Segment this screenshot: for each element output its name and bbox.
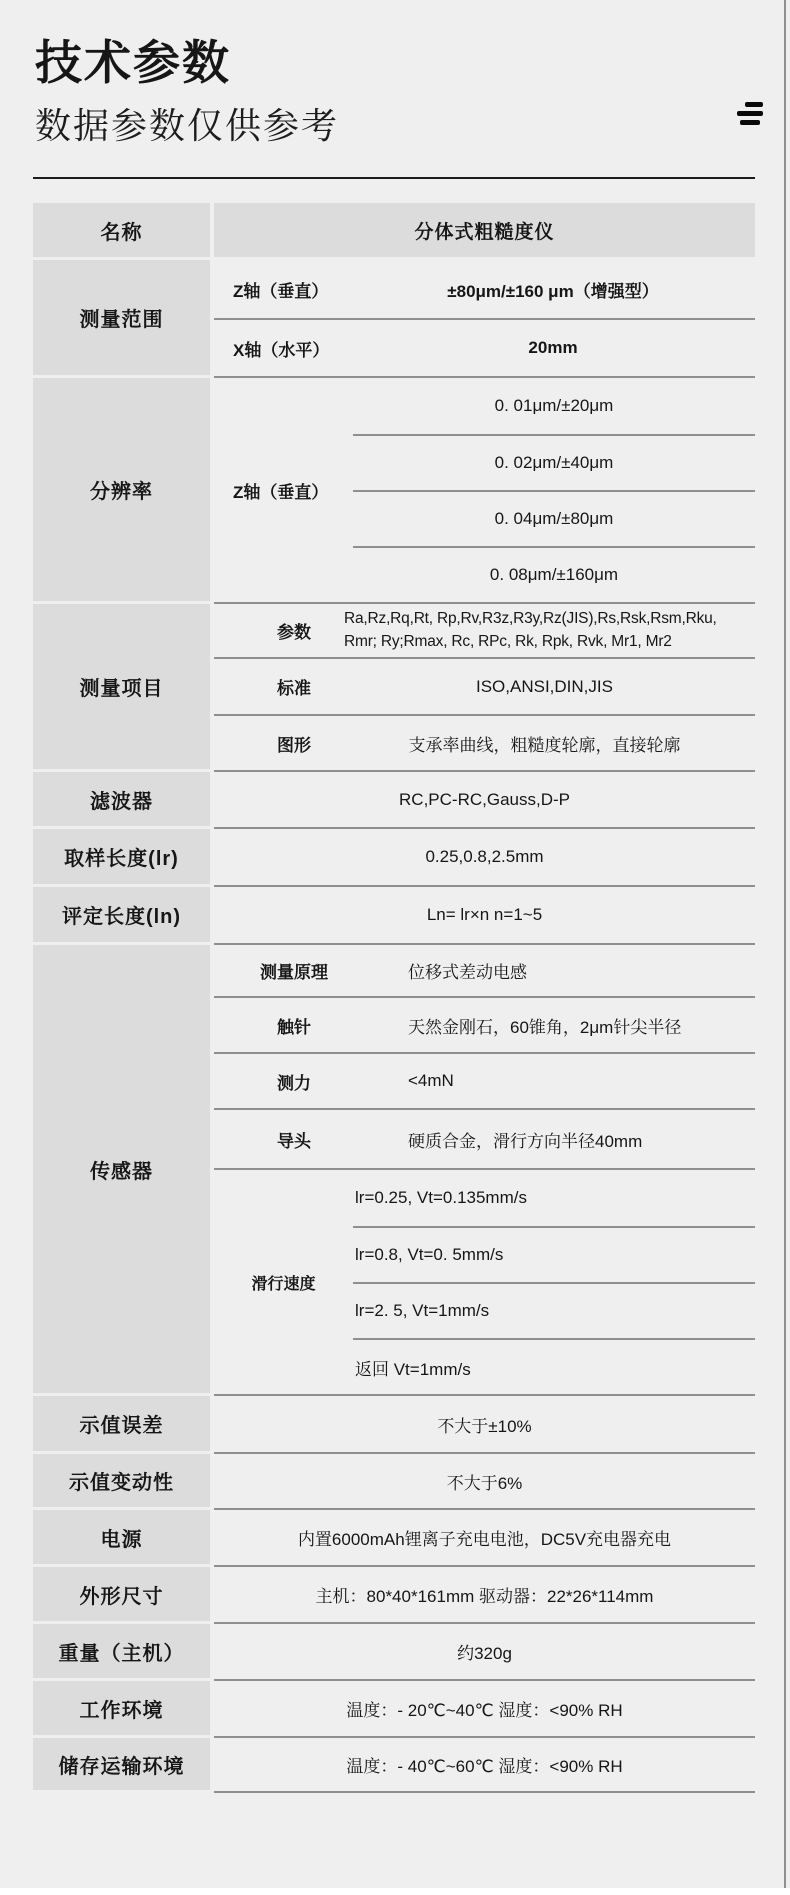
hamburger-bar <box>740 120 760 125</box>
resolution-axis-label: Z轴（垂直） <box>233 482 329 502</box>
sub-label-parameters: 参数 <box>277 623 311 642</box>
row-value-indication-error: 不大于±10% <box>214 1396 755 1454</box>
row-value-filter: RC,PC-RC,Gauss,D-P <box>214 772 755 829</box>
subrow-stylus <box>214 996 755 1052</box>
subrow-measuring-force <box>214 1052 755 1108</box>
row-value-working-environment: 温度：- 20℃~40℃ 湿度：<90% RH <box>214 1681 755 1738</box>
row-label-indication-variability: 示值变动性 <box>33 1454 210 1507</box>
subrow-sliding-speed <box>214 1168 755 1394</box>
sliding-speed-value: 返回 Vt=1mm/s <box>353 1338 755 1394</box>
sub-label-guide-head: 导头 <box>277 1131 311 1151</box>
resolution-value: 0. 01μm/±20μm <box>494 396 614 415</box>
hamburger-bar <box>745 102 763 107</box>
header-divider <box>33 177 755 179</box>
sub-label-measuring-principle: 测量原理 <box>260 963 328 982</box>
row-label-evaluation-length: 评定长度(ln) <box>33 887 210 942</box>
row-label-indication-error: 示值误差 <box>33 1396 210 1451</box>
page-subtitle: 数据参数仅供参考 <box>35 105 340 146</box>
resolution-value: 0. 04μm/±80μm <box>353 490 755 546</box>
row-label-working-environment: 工作环境 <box>33 1681 210 1735</box>
resolution-value: 0. 08μm/±160μm <box>353 546 755 602</box>
subrow-standards <box>214 657 755 714</box>
sub-label-graphs: 图形 <box>277 735 311 755</box>
sub-value-stylus: 天然金刚石，60锥角，2μm针尖半径 <box>408 1017 682 1037</box>
row-label-dimensions: 外形尺寸 <box>33 1567 210 1621</box>
page-title: 技术参数 <box>35 36 231 89</box>
hamburger-icon[interactable] <box>737 102 763 125</box>
subrow-graphs <box>214 714 755 770</box>
row-value-power: 内置6000mAh锂离子充电电池，DC5V充电器充电 <box>214 1510 755 1567</box>
row-label-weight: 重量（主机） <box>33 1624 210 1678</box>
sliding-speed-value: lr=0.25, Vt=0.135mm/s <box>355 1188 527 1207</box>
page-bottom-strip <box>0 1888 790 1895</box>
sub-label-stylus: 触针 <box>277 1017 311 1037</box>
row-label-measure-items: 测量项目 <box>33 604 210 769</box>
subrow-measuring-principle <box>214 945 755 996</box>
row-label-name: 名称 <box>33 203 210 257</box>
sliding-speed-value: lr=2. 5, Vt=1mm/s <box>353 1282 755 1338</box>
sub-value-z-axis: ±80μm/±160 μm（增强型） <box>447 281 659 301</box>
row-value-storage-environment: 温度：- 40℃~60℃ 湿度：<90% RH <box>214 1738 755 1793</box>
sub-value-measuring-force: <4mN <box>408 1071 454 1090</box>
row-label-resolution: 分辨率 <box>33 378 210 601</box>
row-value-sampling-length: 0.25,0.8,2.5mm <box>214 829 755 887</box>
row-label-power: 电源 <box>33 1510 210 1564</box>
row-value-dimensions: 主机：80*40*161mm 驱动器：22*26*114mm <box>214 1567 755 1624</box>
row-label-storage-environment: 储存运输环境 <box>33 1738 210 1790</box>
row-value-indication-variability: 不大于6% <box>214 1454 755 1510</box>
sub-label-standards: 标准 <box>277 679 311 698</box>
sub-value-guide-head: 硬质合金，滑行方向半径40mm <box>408 1131 643 1151</box>
row-content-measure-items <box>214 604 755 772</box>
sliding-speed-value: lr=0.8, Vt=0. 5mm/s <box>353 1226 755 1282</box>
row-content-measuring-range <box>214 260 755 378</box>
spec-table <box>33 203 755 1793</box>
row-content-sensor <box>214 945 755 1396</box>
sub-label-measuring-force: 测力 <box>277 1073 311 1093</box>
row-value-name: 分体式粗糙度仪 <box>214 203 755 257</box>
subrow-guide-head <box>214 1108 755 1168</box>
hamburger-bar <box>737 111 763 116</box>
row-value-evaluation-length: Ln= lr×n n=1~5 <box>214 887 755 945</box>
page-right-edge <box>784 0 786 1895</box>
sub-value-x-axis: 20mm <box>528 338 578 357</box>
row-label-sampling-length: 取样长度(lr) <box>33 829 210 884</box>
row-label-sensor: 传感器 <box>33 945 210 1393</box>
sub-value-graphs: 支承率曲线，粗糙度轮廓，直接轮廓 <box>408 735 681 755</box>
row-value-weight: 约320g <box>214 1624 755 1681</box>
resolution-value: 0. 02μm/±40μm <box>353 434 755 490</box>
subrow-x-axis <box>214 318 755 376</box>
sub-label-z-axis: Z轴（垂直） <box>233 281 329 301</box>
subrow-parameters <box>214 604 755 657</box>
row-label-filter: 滤波器 <box>33 772 210 826</box>
sub-value-standards: ISO,ANSI,DIN,JIS <box>476 676 613 696</box>
sub-label-x-axis: X轴（水平） <box>233 340 330 360</box>
row-content-resolution <box>214 378 755 604</box>
sub-value-measuring-principle: 位移式差动电感 <box>408 963 527 982</box>
row-label-measuring-range: 测量范围 <box>33 260 210 375</box>
subrow-z-axis <box>214 260 755 318</box>
sub-label-sliding-speed: 滑行速度 <box>251 1275 316 1293</box>
sub-value-parameters: Ra,Rz,Rq,Rt, Rp,Rv,R3z,R3y,Rz(JIS),Rs,Rsk,Rsm,Rku, Rmr; Ry;Rmax, Rc, RPc, Rk, Rpk, Rvk, Mr1, Mr2 <box>344 610 717 650</box>
